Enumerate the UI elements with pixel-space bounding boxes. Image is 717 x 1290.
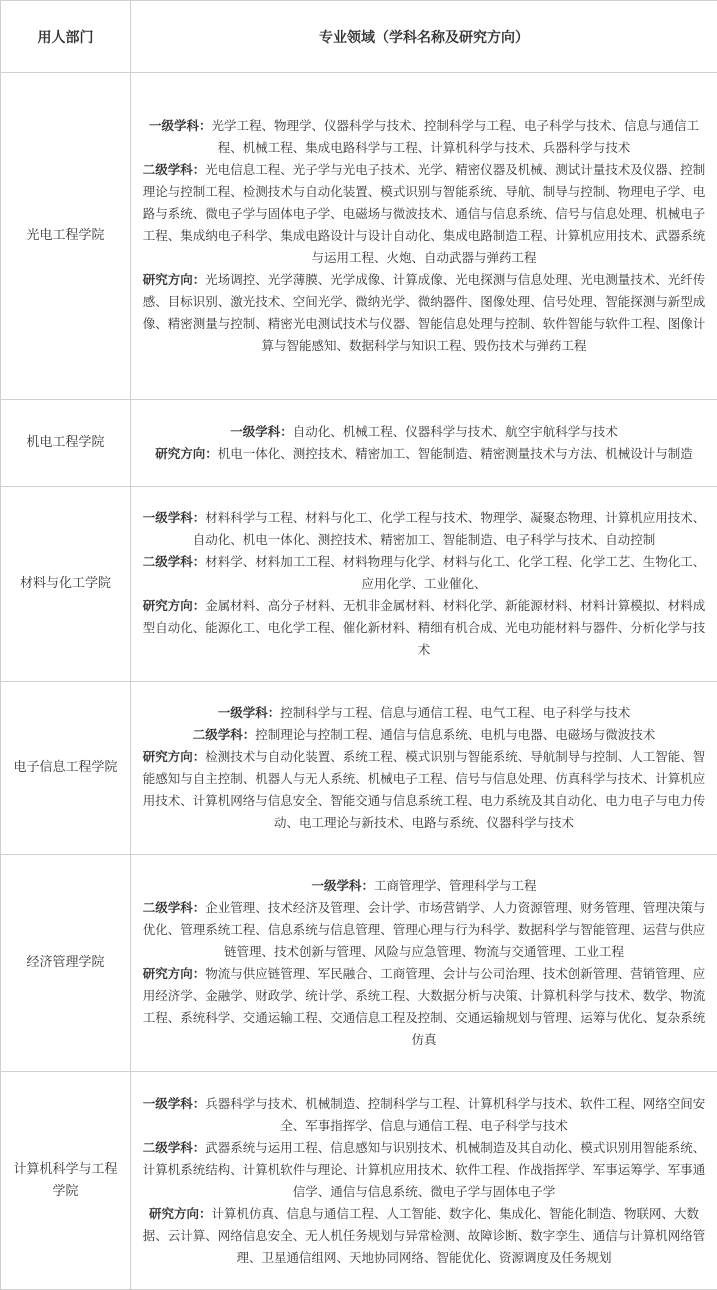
field-cell <box>131 73 717 400</box>
header-department: 用人部门 <box>1 1 131 73</box>
paragraph-label: 一级学科： <box>143 510 206 525</box>
table-row <box>1 73 717 400</box>
department-cell: 机电工程学院 <box>1 400 131 487</box>
paragraph-label: 研究方向： <box>149 1206 212 1221</box>
table-row <box>1 1072 717 1290</box>
discipline-paragraph <box>139 159 709 269</box>
header-row <box>1 1 717 73</box>
paragraph-text: 机电一体化、测控技术、精密加工、智能制造、精密测量技术与方法、机械设计与制造 <box>218 446 693 461</box>
discipline-paragraph <box>139 875 709 897</box>
paragraph-text: 计算机仿真、信息与通信工程、人工智能、数字化、集成化、智能化制造、物联网、大数据、云计算、网络信息安全、无人机任务规划与异常检测、故障诊断、数字孪生、通信与计算机网络管理、卫星通信组网、天地协同网络、智能优化、资源调度及任务规划 <box>143 1206 706 1265</box>
header-field: 专业领域（学科名称及研究方向） <box>131 1 717 73</box>
paragraph-label: 二级学科： <box>193 727 256 742</box>
paragraph-label: 二级学科： <box>143 900 206 915</box>
paragraph-label: 一级学科： <box>311 878 374 893</box>
paragraph-text: 金属材料、高分子材料、无机非金属材料、材料化学、新能源材料、材料计算模拟、材料成型自动化、能源化工、电化学工程、催化新材料、精细有机合成、光电功能材料与器件、分析化学与技术 <box>143 598 706 657</box>
paragraph-text: 控制理论与控制工程、通信与信息系统、电机与电器、电磁场与微波技术 <box>255 727 655 742</box>
table-row <box>1 855 717 1072</box>
paragraph-label: 一级学科： <box>230 424 293 439</box>
paragraph-text: 企业管理、技术经济及管理、会计学、市场营销学、人力资源管理、财务管理、管理决策与优化、管理系统工程、信息系统与信息管理、管理心理与行为科学、数据科学与智能管理、运营与供应链管理、技术创新与管理、风险与应急管理、物流与交通管理、工业工程 <box>143 900 706 959</box>
paragraph-text: 控制科学与工程、信息与通信工程、电气工程、电子科学与技术 <box>280 705 630 720</box>
field-cell <box>131 855 717 1072</box>
discipline-paragraph <box>139 115 709 159</box>
discipline-paragraph <box>139 746 709 834</box>
table-row <box>1 400 717 487</box>
discipline-paragraph <box>139 421 709 443</box>
field-cell <box>131 1072 717 1290</box>
paragraph-text: 检测技术与自动化装置、系统工程、模式识别与智能系统、导航制导与控制、人工智能、智能感知与自主控制、机器人与无人系统、机械电子工程、信号与信息处理、仿真科学与技术、计算机应用技术、计算机网络与信息安全、智能交通与信息系统工程、电力系统及其自动化、电力电子与电力传动、电工理论与新技术、电路与系统、仪器科学与技术 <box>143 749 706 830</box>
discipline-paragraph <box>139 1137 709 1203</box>
discipline-paragraph <box>139 724 709 746</box>
department-cell: 材料与化工学院 <box>1 487 131 682</box>
discipline-paragraph <box>139 702 709 724</box>
paragraph-label: 研究方向： <box>143 272 206 287</box>
paragraph-text: 光学工程、物理学、仪器科学与技术、控制科学与工程、电子科学与技术、信息与通信工程、机械工程、集成电路科学与工程、计算机科学与技术、兵器科学与技术 <box>212 118 700 155</box>
paragraph-text: 自动化、机械工程、仪器科学与技术、航空宇航科学与技术 <box>293 424 618 439</box>
department-cell: 光电工程学院 <box>1 73 131 400</box>
paragraph-label: 二级学科： <box>143 554 206 569</box>
department-cell: 经济管理学院 <box>1 855 131 1072</box>
field-cell <box>131 487 717 682</box>
paragraph-text: 兵器科学与技术、机械制造、控制科学与工程、计算机科学与技术、软件工程、网络空间安全、军事指挥学、信息与通信工程、电子科学与技术 <box>205 1096 705 1133</box>
field-cell <box>131 400 717 487</box>
paragraph-text: 物流与供应链管理、军民融合、工商管理、会计与公司治理、技术创新管理、营销管理、应用经济学、金融学、财政学、统计学、系统工程、大数据分析与决策、计算机科学与技术、数学、物流工程、系统科学、交通运输工程、交通信息工程及控制、交通运输规划与管理、运筹与优化、复杂系统仿真 <box>143 966 706 1047</box>
discipline-paragraph <box>139 595 709 661</box>
table-row <box>1 682 717 855</box>
discipline-paragraph <box>139 443 709 465</box>
paragraph-text: 材料学、材料加工工程、材料物理与化学、材料与化工、化学工程、化学工艺、生物化工、应用化学、工业催化、 <box>205 554 705 591</box>
paragraph-text: 工商管理学、管理科学与工程 <box>374 878 537 893</box>
paragraph-text: 武器系统与运用工程、信息感知与识别技术、机械制造及其自动化、模式识别用智能系统、计算机系统结构、计算机软件与理论、计算机应用技术、软件工程、作战指挥学、军事运筹学、军事通信学、通信与信息系统、微电子学与固体电子学 <box>143 1140 706 1199</box>
paragraph-label: 研究方向： <box>143 966 206 981</box>
discipline-paragraph <box>139 551 709 595</box>
department-cell: 计算机科学与工程学院 <box>1 1072 131 1290</box>
discipline-paragraph <box>139 1093 709 1137</box>
table-row <box>1 487 717 682</box>
discipline-paragraph <box>139 897 709 963</box>
paragraph-text: 材料科学与工程、材料与化工、化学工程与技术、物理学、凝聚态物理、计算机应用技术、自动化、机电一体化、测控技术、精密加工、智能制造、电子科学与技术、自动控制 <box>193 510 706 547</box>
discipline-paragraph <box>139 963 709 1051</box>
discipline-paragraph <box>139 1203 709 1269</box>
paragraph-label: 一级学科： <box>143 1096 206 1111</box>
field-cell <box>131 682 717 855</box>
paragraph-label: 研究方向： <box>143 598 206 613</box>
paragraph-label: 一级学科： <box>218 705 281 720</box>
paragraph-label: 研究方向： <box>155 446 218 461</box>
department-cell: 电子信息工程学院 <box>1 682 131 855</box>
paragraph-label: 二级学科： <box>143 1140 206 1155</box>
discipline-paragraph <box>139 269 709 357</box>
paragraph-label: 一级学科： <box>149 118 212 133</box>
paragraph-text: 光电信息工程、光子学与光电子技术、光学、精密仪器及机械、测试计量技术及仪器、控制理论与控制工程、检测技术与自动化装置、模式识别与智能系统、导航、制导与控制、物理电子学、电路与系统、微电子学与固体电子学、电磁场与微波技术、通信与信息系统、信号与信息处理、机械电子工程、集成纳电子科学、集成电路设计与设计自动化、集成电路制造工程、计算机应用技术、武器系统与运用工程、火炮、自动武器与弹药工程 <box>143 162 706 265</box>
paragraph-label: 二级学科： <box>143 162 206 177</box>
paragraph-label: 研究方向： <box>143 749 206 764</box>
paragraph-text: 光场调控、光学薄膜、光学成像、计算成像、光电探测与信息处理、光电测量技术、光纤传感、目标识别、激光技术、空间光学、微纳光学、微纳器件、图像处理、信号处理、智能探测与新型成像、精密测量与控制、精密光电测试技术与仪器、智能信息处理与控制、软件智能与软件工程、图像计算与智能感知、数据科学与知识工程、毁伤技术与弹药工程 <box>143 272 706 353</box>
discipline-paragraph <box>139 507 709 551</box>
